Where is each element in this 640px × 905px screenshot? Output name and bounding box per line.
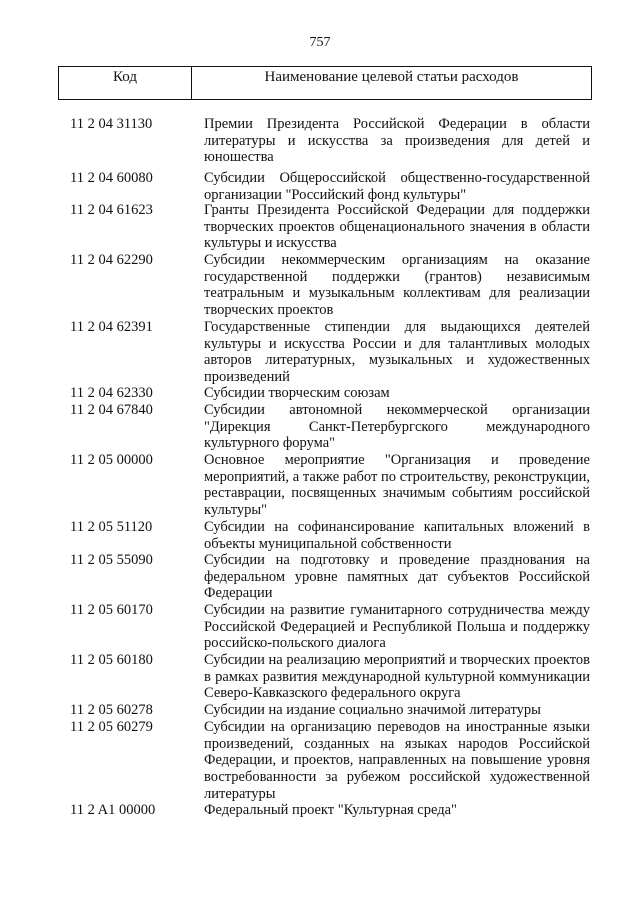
page-number: 757 <box>309 35 331 50</box>
table-row <box>70 702 590 719</box>
table-row <box>70 719 590 803</box>
table-row <box>70 170 590 203</box>
table-row <box>70 319 590 386</box>
header-name: Наименование целевой статьи расходов <box>264 69 519 85</box>
table-row <box>70 452 590 519</box>
row-name: Государственные стипендии для выдающихся деятелей культуры и искусства России и для талантливых молодых авторов литературных, музыкальных и художественных произведений <box>204 319 590 386</box>
table-row <box>70 202 590 252</box>
row-name: Субсидии на реализацию мероприятий и творческих проектов в рамках развития международной культурной коммуникации Северо-Кавказского федерального округа <box>204 652 590 702</box>
row-name: Субсидии на софинансирование капитальных вложений в объекты муниципальной собственности <box>204 519 590 552</box>
row-name: Субсидии на подготовку и проведение празднования на федеральном уровне памятных дат субъектов Российской Федерации <box>204 552 590 602</box>
table-row <box>70 116 590 166</box>
row-name: Премии Президента Российской Федерации в области литературы и искусства за произведения для детей и юношества <box>204 116 590 166</box>
row-code: 11 2 05 55090 <box>70 552 153 568</box>
table-row <box>70 552 590 602</box>
table-header <box>58 66 592 100</box>
row-code: 11 2 04 62290 <box>70 252 153 268</box>
row-code: 11 2 04 60080 <box>70 170 153 186</box>
row-code: 11 2 04 67840 <box>70 402 153 418</box>
row-code: 11 2 04 62391 <box>70 319 153 335</box>
row-code: 11 2 05 51120 <box>70 519 153 535</box>
row-code: 11 2 04 61623 <box>70 202 153 218</box>
row-code: 11 2 A1 00000 <box>70 802 156 818</box>
header-code: Код <box>59 67 192 99</box>
row-code: 11 2 05 60170 <box>70 602 153 618</box>
row-name: Субсидии автономной некоммерческой организации "Дирекция Санкт-Петербургского международного культурного форума" <box>204 402 590 452</box>
row-code: 11 2 04 31130 <box>70 116 153 132</box>
row-name: Субсидии на развитие гуманитарного сотрудничества между Российской Федерацией и Республикой Польша и поддержку российско-польского диалога <box>204 602 590 652</box>
table-row <box>70 402 590 452</box>
row-name: Федеральный проект "Культурная среда" <box>204 802 457 818</box>
row-name: Основное мероприятие "Организация и проведение мероприятий, а также работ по строительству, реконструкции, реставрации, посвященных значимым событиям российской культуры" <box>204 452 590 519</box>
row-code: 11 2 05 60279 <box>70 719 153 735</box>
row-name: Субсидии на издание социально значимой литературы <box>204 702 541 718</box>
row-name: Гранты Президента Российской Федерации для поддержки творческих проектов общенационального значения в области культуры и искусства <box>204 202 590 252</box>
row-name: Субсидии некоммерческим организациям на оказание государственной поддержки (грантов) независимым театральным и музыкальным коллективам для реализации творческих проектов <box>204 252 590 319</box>
table-row <box>70 802 590 819</box>
table-row <box>70 652 590 702</box>
table-row <box>70 519 590 552</box>
row-name: Субсидии творческим союзам <box>204 385 390 401</box>
table-row <box>70 385 590 402</box>
row-name: Субсидии Общероссийской общественно-государственной организации "Российский фонд культуры" <box>204 170 590 203</box>
row-code: 11 2 05 60278 <box>70 702 153 718</box>
table-row <box>70 252 590 319</box>
row-name: Субсидии на организацию переводов на иностранные языки произведений, созданных на языках народов Российской Федерации, и проектов, направленных на повышение уровня востребованности за рубежом российской художественной литературы <box>204 719 590 802</box>
row-code: 11 2 05 00000 <box>70 452 153 468</box>
table-row <box>70 602 590 652</box>
row-code: 11 2 04 62330 <box>70 385 153 401</box>
row-code: 11 2 05 60180 <box>70 652 153 668</box>
